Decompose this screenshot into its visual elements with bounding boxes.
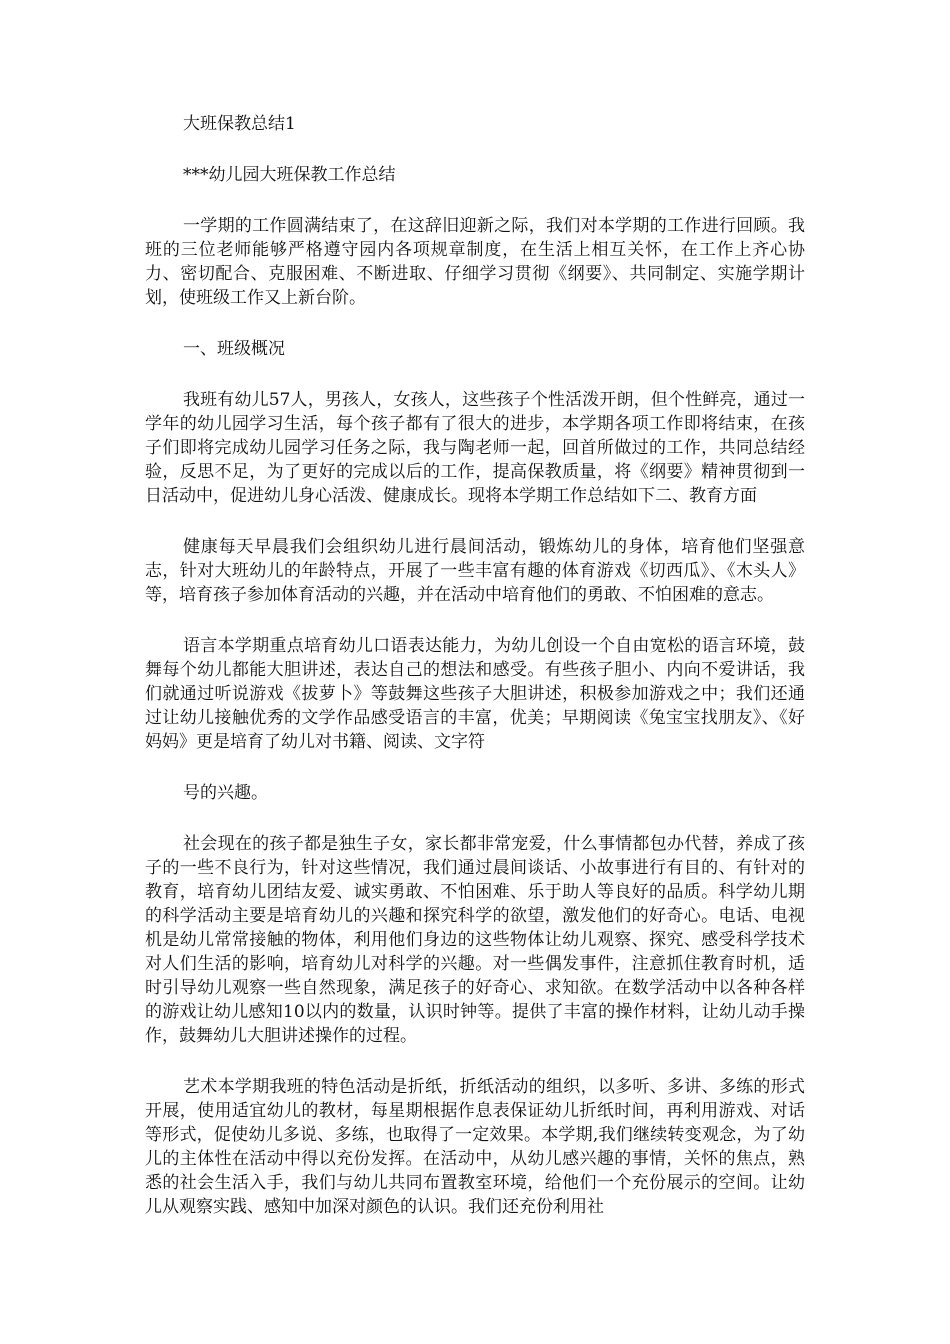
section-heading-class-overview: 一、班级概况 — [183, 339, 285, 359]
paragraph-class-overview: 我班有幼儿57人，男孩人，女孩人，这些孩子个性活泼开朗，但个性鲜亮，通过一学年的幼儿园学习生活，每个孩子都有了很大的进步，本学期各项工作即将结束，在孩子们即将完成幼儿园学习任务之际，我与陶老师一起，回首所做过的工作，共同总结经验，反思不足，为了更好的完成以后的工作，提高保教质量，将《纲要》精神贯彻到一日活动中，促进幼儿身心活泼、健康成长。现将本学期工作总结如下二、教育方面 — [145, 390, 805, 506]
paragraph-art: 艺术本学期我班的特色活动是折纸，折纸活动的组织，以多听、多讲、多练的形式开展，使用适宜幼儿的教材，每星期根据作息表保证幼儿折纸时间，再利用游戏、对话等形式，促使幼儿多说、多练，也取得了一定效果。本学期,我们继续转变观念，为了幼儿的主体性在活动中得以充份发挥。在活动中，从幼儿感兴趣的事情，关怀的焦点，熟悉的社会生活入手，我们与幼儿共同布置教室环境，给他们一个充份展示的空间。让幼儿从观察实践、感知中加深对颜色的认识。我们还充份利用社 — [145, 1077, 805, 1217]
paragraph-health: 健康每天早晨我们会组织幼儿进行晨间活动，锻炼幼儿的身体，培育他们坚强意志，针对大班幼儿的年龄特点，开展了一些丰富有趣的体育游戏《切西瓜》、《木头人》等，培育孩子参加体育活动的兴趣，并在活动中培育他们的勇敢、不怕困难的意志。 — [145, 537, 805, 605]
paragraph-society-science: 社会现在的孩子都是独生子女，家长都非常宠爱，什么事情都包办代替，养成了孩子的一些不良行为，针对这些情况，我们通过晨间谈话、小故事进行有目的、有针对的教育，培育幼儿团结友爱、诚实勇敢、不怕困难、乐于助人等良好的品质。科学幼儿期的科学活动主要是培育幼儿的兴趣和探究科学的欲望，激发他们的好奇心。电话、电视机是幼儿常常接触的物体，利用他们身边的这些物体让幼儿观察、探究、感受科学技术对人们生活的影响，培育幼儿对科学的兴趣。对一些偶发事件，注意抓住教育时机，适时引导幼儿观察一些自然现象，满足孩子的好奇心、求知欲。在数学活动中以各种各样的游戏让幼儿感知10以内的数量，认识时钟等。提供了丰富的操作材料，让幼儿动手操作，鼓舞幼儿大胆讲述操作的过程。 — [145, 834, 805, 1046]
paragraph-intro: 一学期的工作圆满结束了，在这辞旧迎新之际，我们对本学期的工作进行回顾。我班的三位老师能够严格遵守园内各项规章制度，在生活上相互关怀，在工作上齐心协力、密切配合、克服困难、不断进取、仔细学习贯彻《纲要》、共同制定、实施学期计划，使班级工作又上新台阶。 — [145, 216, 805, 308]
document-subtitle: ***幼儿园大班保教工作总结 — [183, 165, 396, 185]
document-title: 大班保教总结1 — [183, 114, 296, 134]
document-page — [145, 112, 805, 1246]
paragraph-language-continued: 号的兴趣。 — [183, 783, 268, 803]
paragraph-language: 语言本学期重点培育幼儿口语表达能力，为幼儿创设一个自由宽松的语言环境，鼓舞每个幼儿都能大胆讲述，表达自己的想法和感受。有些孩子胆小、内向不爱讲话，我们就通过听说游戏《拔萝卜》等鼓舞这些孩子大胆讲述，积极参加游戏之中；我们还通过让幼儿接触优秀的文学作品感受语言的丰富，优美；早期阅读《兔宝宝找朋友》、《好妈妈》更是培育了幼儿对书籍、阅读、文字符 — [145, 636, 805, 752]
